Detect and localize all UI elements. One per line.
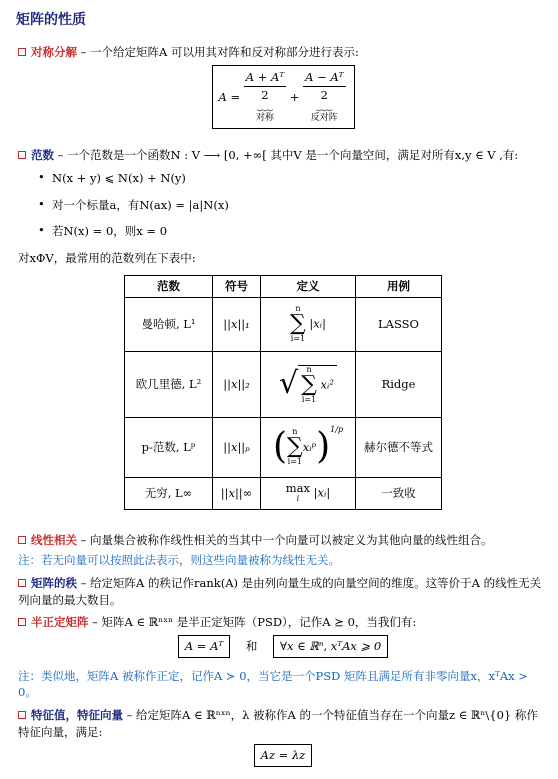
norm-symbol: ||x||∞ xyxy=(213,477,261,509)
col-header: 用例 xyxy=(356,275,442,297)
term1-den: 2 xyxy=(261,87,269,102)
list-item: • 若N(x) = 0，则x = 0 xyxy=(38,223,548,240)
checkbox-icon xyxy=(18,536,26,544)
sigma-icon: ∑ xyxy=(290,311,306,337)
norm-example: LASSO xyxy=(356,297,442,351)
eq-lhs: A = xyxy=(218,89,241,104)
norm-definition: n ∑ i=1 |xᵢ| xyxy=(261,297,356,351)
norm-text: – 一个范数是一个函数N : V ⟶ [0, +∞[ 其中V 是一个向量空间，满足对所有x,y ∈ V ,有: xyxy=(57,148,519,163)
checkbox-icon xyxy=(18,48,26,56)
sigma-icon: ∑ xyxy=(301,371,317,397)
table-row xyxy=(125,477,442,509)
norm-heading: 范数 xyxy=(31,148,54,163)
checkbox-icon xyxy=(18,579,26,587)
table-intro: 对xΦV，最常用的范数列在下表中: xyxy=(18,251,196,266)
checkbox-icon xyxy=(18,711,26,719)
norm-example: Ridge xyxy=(356,351,442,417)
eigen-eq: Az = λz xyxy=(254,744,313,767)
norm-example: 一致收 xyxy=(356,477,442,509)
sum-operator: n ∑ i=1 xyxy=(301,364,317,404)
term1 xyxy=(244,69,286,125)
symmetric-equation xyxy=(18,65,548,129)
max-operator: max i xyxy=(285,481,311,503)
list-item: • N(x + y) ⩽ N(x) + N(y) xyxy=(38,170,548,187)
psd-heading: 半正定矩阵 xyxy=(31,615,89,630)
norm-bullets xyxy=(38,170,548,240)
term1-label: 对称 xyxy=(255,113,274,124)
term1-num: A + Aᵀ xyxy=(244,69,286,87)
term2 xyxy=(303,69,345,125)
psd-note: 注：类似地，矩阵A 被称作正定，记作A ≻ 0，当它是一个PSD 矩阵且满足所有非零向量x，xᵀAx > 0。 xyxy=(18,668,528,700)
list-item: • 对一个标量a，有N(ax) = |a|N(x) xyxy=(38,197,548,214)
norm-definition: ( n ∑ i=1 xᵢᵖ)$^{1/p}$ xyxy=(261,417,356,477)
norm-definition: √ n ∑ i=1 xᵢ² xyxy=(261,351,356,417)
sqrt-icon: √ xyxy=(279,366,299,402)
symmetric-equation-box xyxy=(212,65,355,129)
col-header: 符号 xyxy=(213,275,261,297)
col-header: 范数 xyxy=(125,275,213,297)
right-paren-icon: ) xyxy=(316,426,331,468)
term2-den: 2 xyxy=(320,87,328,102)
psd-equations xyxy=(18,635,548,658)
symmetric-heading: 对称分解 xyxy=(31,45,77,60)
table-row xyxy=(125,417,442,477)
psd-eq1: A = Aᵀ xyxy=(178,635,230,658)
table-header-row xyxy=(125,275,442,297)
table-row xyxy=(125,351,442,417)
linear-section xyxy=(18,532,548,549)
underbrace-icon: ⏟⏟⏟ xyxy=(256,102,274,113)
sigma-icon: ∑ xyxy=(286,434,303,460)
norm-name: 曼哈顿, L¹ xyxy=(125,297,213,351)
norm-name: p-范数, Lᵖ xyxy=(125,417,213,477)
left-paren-icon: ( xyxy=(272,426,287,468)
checkbox-icon xyxy=(18,151,26,159)
norm-symbol: ||x||₂ xyxy=(213,351,261,417)
linear-note: 注：若无向量可以按照此法表示，则这些向量被称为线性无关。 xyxy=(18,553,340,568)
eigen-equation xyxy=(18,744,548,767)
term2-label: 反对阵 xyxy=(310,113,338,124)
psd-section xyxy=(18,614,548,631)
psd-text: – 矩阵A ∈ ℝⁿˣⁿ 是半正定矩阵（PSD），记作A ⪰ 0，当我们有: xyxy=(92,615,417,630)
sum-operator: n ∑ i=1 xyxy=(290,304,306,344)
norm-section xyxy=(18,147,548,164)
norm-symbol: ||x||ₚ xyxy=(213,417,261,477)
norm-symbol: ||x||₁ xyxy=(213,297,261,351)
underbrace-icon: ⏟⏟⏟ xyxy=(316,102,333,113)
eigen-heading: 特征值，特征向量 xyxy=(31,708,123,723)
eigen-section xyxy=(18,707,548,740)
norm-definition: max i |xᵢ| xyxy=(261,477,356,509)
psd-eq2: ∀x ∈ ℝⁿ, xᵀAx ⩾ 0 xyxy=(273,635,388,658)
rank-heading: 矩阵的秩 xyxy=(31,576,77,591)
col-header: 定义 xyxy=(261,275,356,297)
term2-num: A − Aᵀ xyxy=(303,69,345,87)
sum-operator: n ∑ i=1 xyxy=(286,427,303,467)
page-title: 矩阵的性质 xyxy=(16,12,86,28)
checkbox-icon xyxy=(18,618,26,626)
plus-sign: + xyxy=(289,89,300,104)
norm-name: 欧几里德, L² xyxy=(125,351,213,417)
table-row xyxy=(125,297,442,351)
norm-table xyxy=(124,275,442,510)
psd-and: 和 xyxy=(245,639,258,654)
linear-text: – 向量集合被称作线性相关的当其中一个向量可以被定义为其他向量的线性组合。 xyxy=(80,532,493,547)
eigen-text: – 给定矩阵A ∈ ℝⁿˣⁿ，λ 被称作A 的一个特征值当存在一个向量z ∈ ℝⁿ\{0} 称作特征向量，满足: xyxy=(18,708,538,739)
norm-name: 无穷, L∞ xyxy=(125,477,213,509)
linear-heading: 线性相关 xyxy=(31,532,77,547)
norm-example: 赫尔德不等式 xyxy=(356,417,442,477)
rank-text: – 给定矩阵A 的秩记作rank(A) 是由列向量生成的向量空间的维度。这等价于A 的线性无关列向量的最大数目。 xyxy=(18,576,542,607)
symmetric-text: – 一个给定矩阵A 可以用其对阵和反对称部分进行表示: xyxy=(80,45,359,60)
symmetric-section xyxy=(18,44,548,61)
rank-section xyxy=(18,575,548,608)
